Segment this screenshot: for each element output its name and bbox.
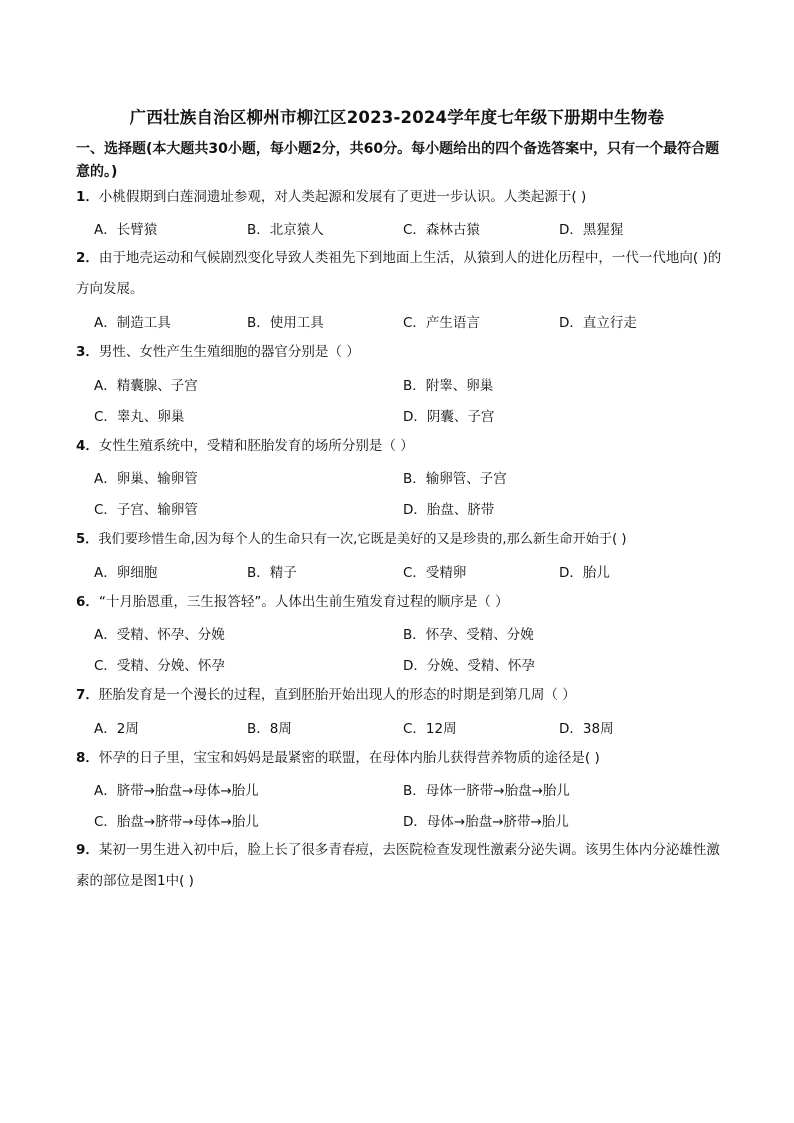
option-b: B．精子 [247,565,297,581]
question-number: 2． [76,250,99,266]
options-q3-row2 [94,405,734,425]
question-text: 小桃假期到白莲洞遗址参观，对人类起源和发展有了更进一步认识。人类起源于( ) [98,189,587,205]
question-1 [76,187,726,207]
option-d: D．分娩、受精、怀孕 [403,658,535,674]
question-number: 6． [76,594,99,610]
question-number: 3． [76,344,99,360]
options-q3-row1 [94,374,734,394]
option-a: A．卵巢、输卵管 [94,471,198,487]
page-title: 广西壮族自治区柳州市柳江区2023-2024学年度七年级下册期中生物卷 [129,108,665,127]
option-b: B．8周 [247,721,292,737]
question-number: 9． [76,842,99,858]
option-c: C．产生语言 [403,315,480,331]
option-d: D．38周 [559,721,614,737]
option-a: A．2周 [94,721,139,737]
option-d: D．胎儿 [559,565,610,581]
option-c: C．受精卵 [403,565,467,581]
option-d: D．直立行走 [559,315,637,331]
question-2 [76,243,726,305]
option-d: D．黑猩猩 [559,222,624,238]
option-a: A．脐带→胎盘→母体→胎儿 [94,783,259,799]
question-text: 男性、女性产生生殖细胞的器官分别是（ ） [98,344,360,360]
options-q8-row2 [94,810,734,830]
option-d: D．胎盘、脐带 [403,502,495,518]
question-text: 怀孕的日子里，宝宝和妈妈是最紧密的联盟，在母体内胎儿获得营养物质的途径是( ) [98,750,600,766]
option-b: B．母体一脐带→胎盘→胎儿 [403,783,570,799]
question-number: 7． [76,687,99,703]
question-number: 4． [76,438,99,454]
option-a: A．长臂猿 [94,222,158,238]
option-b: B．输卵管、子宫 [403,471,507,487]
option-a: A．制造工具 [94,315,171,331]
option-b: B．使用工具 [247,315,324,331]
question-9 [76,835,726,897]
options-q1 [94,218,734,238]
question-7 [76,685,726,705]
option-c: C．睾丸、卵巢 [94,409,185,425]
option-b: B．怀孕、受精、分娩 [403,627,534,643]
question-number: 8． [76,750,99,766]
option-b: B．北京猿人 [247,222,324,238]
options-q2 [94,311,734,331]
option-c: C．受精、分娩、怀孕 [94,658,225,674]
question-6 [76,592,726,612]
option-d: D．阴囊、子宫 [403,409,495,425]
option-b: B．附睾、卵巢 [403,378,494,394]
option-a: A．受精、怀孕、分娩 [94,627,225,643]
question-text: 由于地壳运动和气候剧烈变化导致人类祖先下到地面上生活，从猿到人的进化历程中，一代一代地向( )的方向发展。 [76,250,722,297]
option-c: C．森林古猿 [403,222,480,238]
option-c: C．胎盘→脐带→母体→胎儿 [94,814,259,830]
question-number: 1． [76,189,99,205]
options-q4-row1 [94,467,734,487]
question-number: 5． [76,532,99,547]
question-text: 女性生殖系统中，受精和胚胎发育的场所分别是（ ） [98,438,414,454]
options-q6-row2 [94,654,734,674]
option-c: C．子宫、输卵管 [94,502,198,518]
question-8 [76,748,726,768]
option-c: C．12周 [403,721,457,737]
options-q4-row2 [94,498,734,518]
question-text: 某初一男生进入初中后，脸上长了很多青春痘，去医院检查发现性激素分泌失调。该男生体内分泌雄性激素的部位是图1中( ) [76,842,720,889]
options-q6-row1 [94,623,734,643]
options-q8-row1 [94,779,734,799]
question-text: 胚胎发育是一个漫长的过程，直到胚胎开始出现人的形态的时期是到第几周（ ） [98,687,576,703]
options-q5 [94,561,734,581]
section-heading: 一、选择题(本大题共30小题，每小题2分，共60分。每小题给出的四个备选答案中，只有一个最符合题意的。) [76,141,720,180]
options-q7 [94,717,734,737]
question-text: “十月胎恩重，三生报答轻”。人体出生前生殖发育过程的顺序是（ ） [98,594,509,610]
option-a: A．精囊腺、子宫 [94,378,198,394]
question-3 [76,342,726,362]
question-text: 我们要珍惜生命,因为每个人的生命只有一次,它既是美好的又是珍贵的,那么新生命开始于( ) [98,532,627,547]
question-4 [76,436,726,456]
option-a: A．卵细胞 [94,565,158,581]
option-d: D．母体→胎盘→脐带→胎儿 [403,814,569,830]
question-5 [76,530,726,550]
